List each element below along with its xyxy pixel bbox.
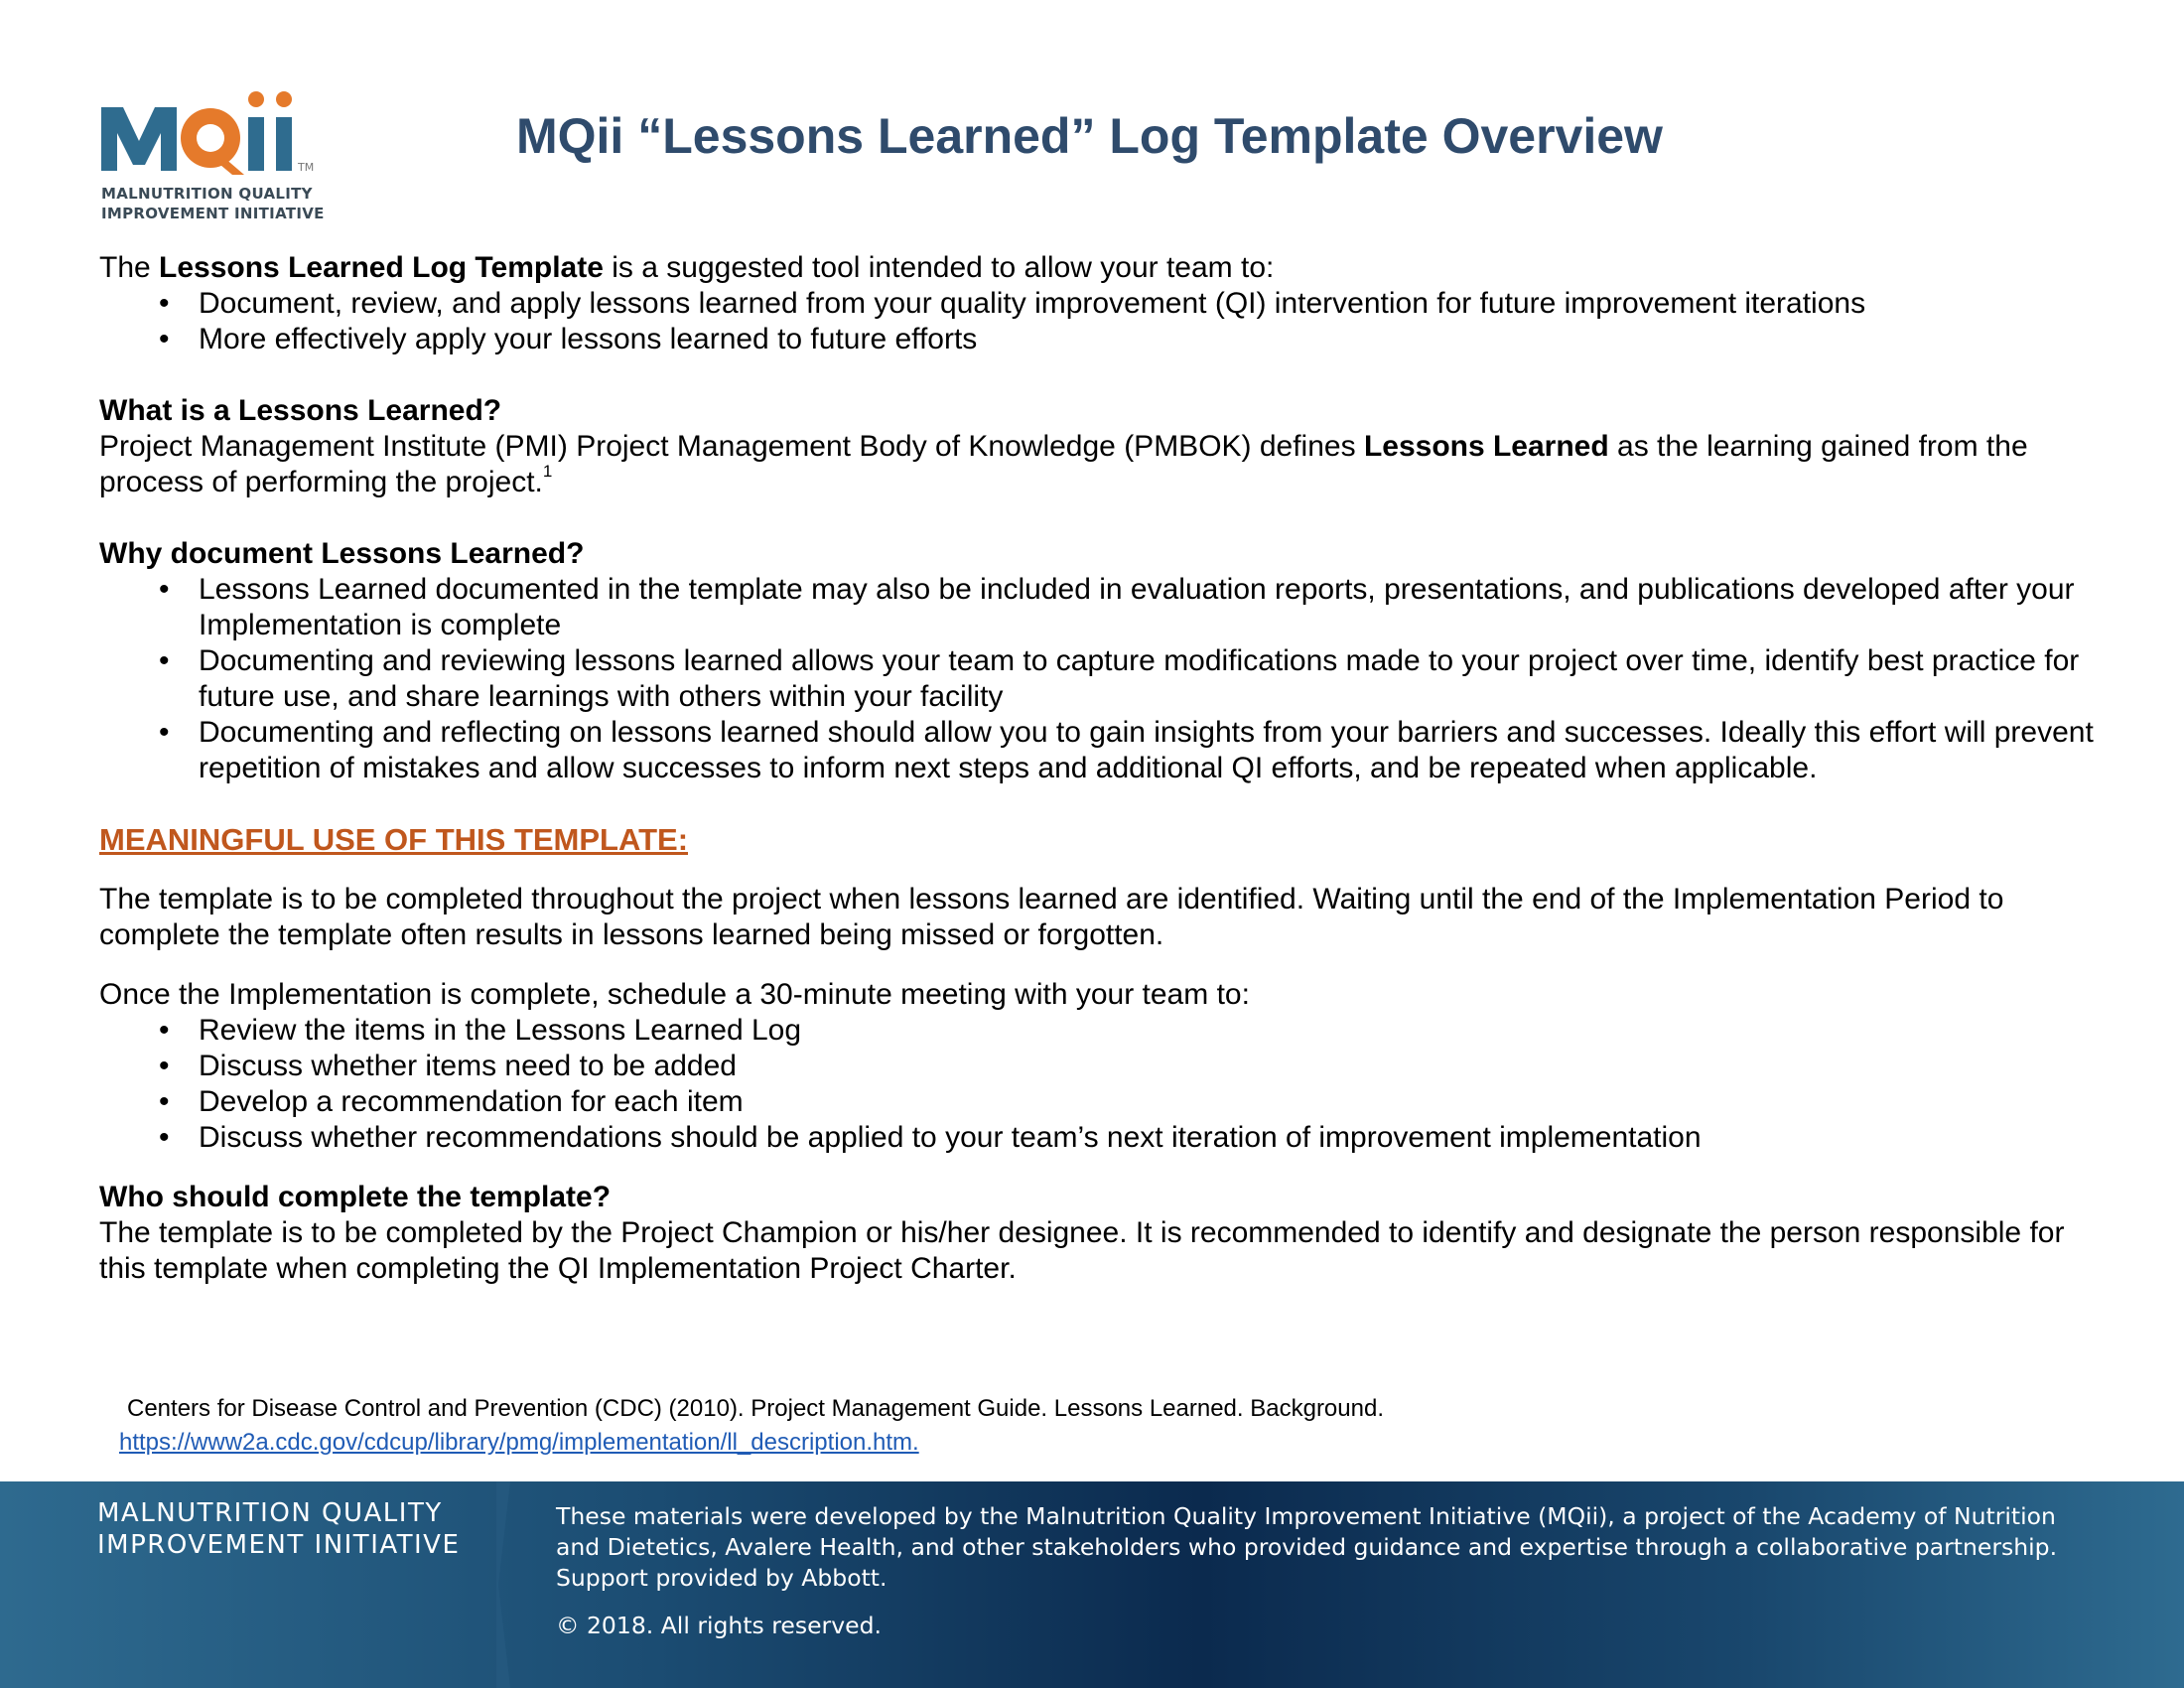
list-item: • More effectively apply your lessons learned to future efforts [199, 322, 2095, 357]
mqii-logo [99, 71, 338, 230]
intro-bullet-list [99, 286, 2095, 357]
why-bullet-list [99, 572, 2095, 786]
footer-disclaimer: These materials were developed by the Malnutrition Quality Improvement Initiative (MQii), a project of the Academy of Nutrition and Dietetics, Avalere Health, and other stakeholders who provided guidance and expertise through a collaborative partnership. Support provided by Abbott. [556, 1502, 2058, 1592]
meeting-bullet-list [99, 1013, 2095, 1156]
mqii-logo-graphic [99, 71, 338, 230]
who-paragraph: The template is to be completed by the Project Champion or his/her designee. It is recommended to identify and designate the person responsible for this template when completing the QI Implementation Project Charter. [99, 1216, 2065, 1285]
footnote-link[interactable]: https://www2a.cdc.gov/cdcup/library/pmg/implementation/ll_description.htm. [119, 1429, 919, 1456]
footer-org-name: MALNUTRITION QUALITY IMPROVEMENT INITIATIVE [97, 1498, 461, 1560]
why-heading: Why document Lessons Learned? [99, 537, 585, 570]
list-item: • Documenting and reflecting on lessons learned should allow you to gain insights from your barriers and successes. Ideally this effort will prevent repetition of mistakes and allow successes to inform next steps and additional QI efforts, and be repeated when applicable. [199, 715, 2095, 786]
once-paragraph: Once the Implementation is complete, schedule a 30-minute meeting with your team to: [99, 978, 1250, 1011]
meaningful-use-heading: MEANINGFUL USE OF THIS TEMPLATE: [99, 822, 689, 857]
what-bold-term: Lessons Learned [1363, 430, 1609, 463]
logo-subtitle-line1: MALNUTRITION QUALITY [101, 185, 313, 203]
intro-paragraph: The Lessons Learned Log Template is a suggested tool intended to allow your team to: [99, 251, 1275, 284]
page-title: MQii “Lessons Learned” Log Template Overview [516, 108, 1663, 164]
footnote-text: Centers for Disease Control and Prevention (CDC) (2010). Project Management Guide. Lessons Learned. Background. [127, 1395, 1384, 1422]
what-heading: What is a Lessons Learned? [99, 394, 502, 427]
footnote [119, 1392, 1384, 1460]
footnote-ref: 1 [542, 462, 553, 481]
document-body [99, 250, 2095, 1287]
footer-banner [0, 1481, 2184, 1688]
footer-copyright: © 2018. All rights reserved. [556, 1612, 882, 1639]
list-item: • Documenting and reviewing lessons learned allows your team to capture modifications made to your project over time, identify best practice for future use, and share learnings with others within your facility [199, 643, 2095, 715]
list-item: • Lessons Learned documented in the template may also be included in evaluation reports, presentations, and publications developed after your Implementation is complete [199, 572, 2095, 643]
list-item: • Discuss whether items need to be added [199, 1049, 2095, 1084]
list-item: • Develop a recommendation for each item [199, 1084, 2095, 1120]
meaningful-paragraph: The template is to be completed throughout the project when lessons learned are identified. Waiting until the end of the Implementation Period to complete the template often results in lessons learned being missed or forgotten. [99, 883, 2004, 951]
list-item: • Document, review, and apply lessons learned from your quality improvement (QI) intervention for future improvement iterations [199, 286, 2095, 322]
intro-bold-term: Lessons Learned Log Template [159, 251, 604, 284]
footer-divider-chevron [496, 1481, 536, 1688]
what-paragraph: Project Management Institute (PMI) Project Management Body of Knowledge (PMBOK) defines Lessons Learned as the learning gained from the process of performing the project.$^1$ [99, 430, 2028, 498]
list-item: • Review the items in the Lessons Learned Log [199, 1013, 2095, 1049]
logo-subtitle-line2: IMPROVEMENT INITIATIVE [101, 205, 325, 222]
logo-trademark: TM [298, 161, 315, 174]
list-item: • Discuss whether recommendations should be applied to your team’s next iteration of improvement implementation [199, 1120, 2095, 1156]
who-heading: Who should complete the template? [99, 1181, 612, 1213]
